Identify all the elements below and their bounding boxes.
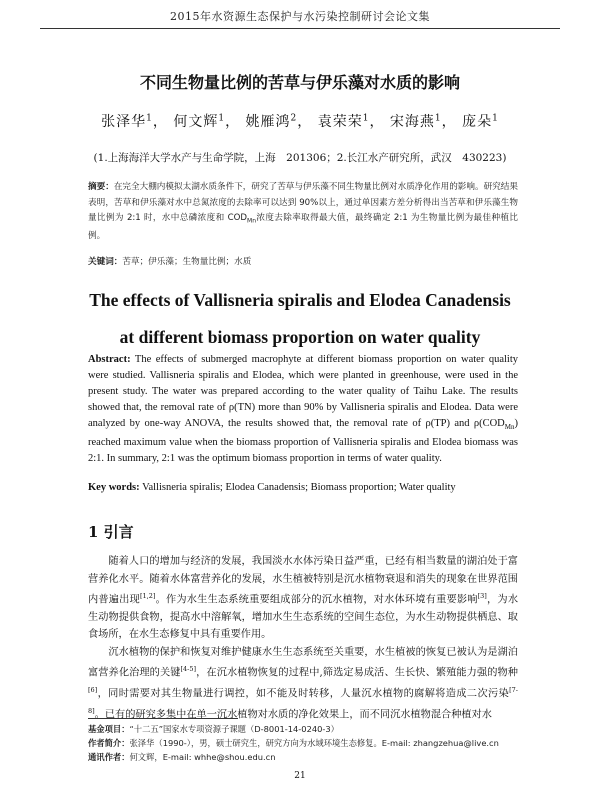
author: 宋海燕$^1$ — [389, 113, 442, 130]
author: 姚雁鸿$^2$ — [245, 113, 298, 130]
abstract-en-label: Abstract: — [88, 354, 131, 365]
keywords-cn-label: 关键词： — [88, 257, 123, 267]
chinese-title: 不同生物量比例的苦草与伊乐藻对水质的影响 — [139, 73, 460, 92]
footnote-author: 作者简介：张泽华（1990-），男，硕士研究生，研究方向为水域环境生态修复。E-mail: zhangzehua@live.cn — [88, 738, 499, 748]
keywords-en-text: Vallisneria spiralis; Elodea Canadensis; Biomass proportion; Water quality — [142, 482, 456, 493]
footnotes — [88, 722, 528, 764]
page-number: 21 — [294, 771, 306, 781]
keywords-english — [88, 482, 518, 493]
abstract-en-text: The effects of submerged macrophyte at different biomass proportion on water quality were studied. Vallisneria spiralis and Elodea, which were planted in greenhouse, were used in the present study. The water was prepared according to the water quality of Taihu Lake. The results showed that, the removal rate of ρ(TN) more than 90% by Vallisneria spiralis and Elodea. Data were analyzed by one-way ANOVA, the results showed that, the removal rate of ρ(TP) and ρ(COD — [88, 354, 519, 429]
paragraph: 沉水植物的保护和恢复对维护健康水生生态系统至关重要，水生植被的恢复已被认为是湖泊富营养化治理的关键[4-5]，在沉水植物恢复的过程中,筛选定易成活、生长快、繁殖能力强的物种[6]，同时需要对其生物量进行调控，如不能及时转移，人量沉水植物的腐解将造成二次污染[7-8]。已有的研究多集中在单一沉水植物对水质的净化效果上，而不同沉水植物混合种植对水 — [88, 646, 518, 721]
paragraph: 随着人口的增加与经济的发展，我国淡水水体污染日益严重，已经有相当数量的湖泊处于富营养化水平。随着水体富营养化的发展，水生植被特别是沉水植物衰退和消失的现象在世界范围内普遍出现[1,2]。作为水生生态系统重要组成部分的沉水植物，对水体环境有重要影响[3]，为水生动物提供食物，提高水中溶解氧，增加水生生态系统的空间生态位，为水生动物提供栖息、取食场所，在水生态修复中具有重要作用。 — [88, 556, 519, 641]
abstract-english: Abstract: The effects of submerged macrophyte at different biomass proportion on water quality were studied. Vallisneria spiralis and Elodea, which were planted in greenhouse, were used in the present study. The water was prepared according to the water quality of Taihu Lake. The results showed that, the removal rate of ρ(TN) more than 90% by Vallisneria spiralis and Elodea. Data were analyzed by one-way ANOVA, the results showed that, the removal rate of ρ(TP) and $\rho(COD_{Mn})$ reached maximum value when the biomass proportion of Vallisneria spiralis and Elodea biomass was 2:1. In summary, 2:1 was the optimum biomass proportion in terms of water quality. — [88, 354, 519, 465]
author-list: 张泽华$^1$， 何文辉$^1$， 姚雁鸿$^2$， 袁荣荣$^1$， 宋海燕$^1$， 庞朵$^1$ — [101, 113, 499, 130]
running-header: 2015年水资源生态保护与水污染控制研讨会论文集 — [170, 10, 430, 23]
english-title-line-2: at different biomass proportion on water quality — [119, 327, 481, 347]
footnote-contact: 通讯作者：何文辉，E-mail: whhe@shou.edu.cn — [88, 752, 276, 762]
footnote-rule — [88, 718, 238, 719]
abstract-cn-label: 摘要： — [88, 182, 114, 192]
author: 何文辉$^1$ — [173, 113, 226, 130]
affiliation: (1.上海海洋大学水产与生命学院，上海 201306；2.长江水产研究所，武汉 430223) — [93, 152, 507, 164]
author: 庞朵$^1$ — [462, 113, 499, 130]
keywords-chinese — [88, 255, 518, 267]
keywords-cn-text: 苦草；伊乐藻；生物量比例；水质 — [122, 257, 252, 267]
abstract-chinese: 摘要：在完全大棚内模拟太湖水质条件下，研究了苦草与伊乐藻不同生物量比例对水质净化作用的影响。研究结果表明，苦草和伊乐藻对水中总氮浓度的去除率可以达到 90%以上，通过单因素方差分析得出当苦草和伊乐藻生物量比例为 2:1 时，水中总磷浓度和 $COD_{Mn}$浓度去除率取得最大值，最终确定 2:1 为生物量比例为最佳种植比例。 — [88, 182, 518, 242]
author: 袁荣荣$^1$ — [317, 113, 370, 130]
footnote-fund: 基金项目：“十二五”国家水专项资源子课题（D-8001-14-0240-3） — [88, 724, 339, 734]
header-rule — [40, 28, 560, 29]
english-title-line-1: The effects of Vallisneria spiralis and Elodea Canadensis — [89, 290, 511, 310]
abstract-cn-text: 在完全大棚内模拟太湖水质条件下，研究了苦草与伊乐藻不同生物量比例对水质净化作用的影响。研究结果表明，苦草和伊乐藻对水中总氮浓度的去除率可以达到 90%以上，通过单因素方差分析得出当苦草和伊乐藻生物量比例为 2:1 时，水中总磷浓度和 COD — [88, 182, 518, 223]
keywords-en-label: Key words: — [88, 482, 140, 493]
introduction-body — [88, 553, 518, 724]
author: 张泽华$^1$ — [101, 113, 153, 130]
section-heading-introduction: 1 引言 — [88, 523, 134, 541]
